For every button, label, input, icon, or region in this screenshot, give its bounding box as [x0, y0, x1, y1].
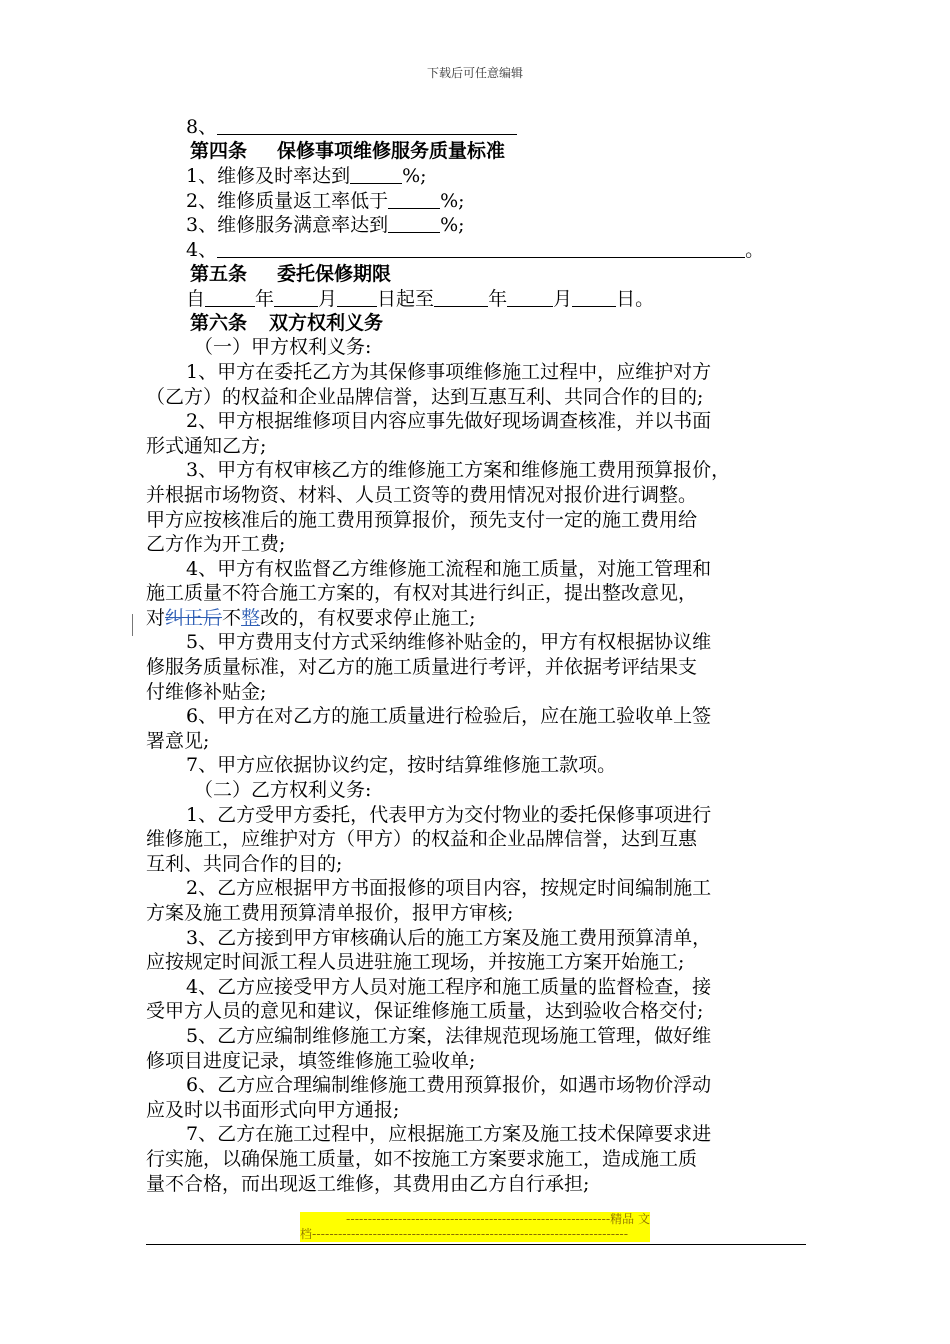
text: 1、维修及时率达到: [186, 165, 351, 188]
text: 自: [186, 288, 206, 311]
paragraph-line: 4、乙方应接受甲方人员对施工程序和施工质量的监督检查，接: [186, 975, 712, 998]
paragraph-line: 2、乙方应根据甲方书面报修的项目内容，按规定时间编制施工: [186, 877, 712, 900]
blank-field: [572, 286, 616, 307]
article-number: 第四条: [190, 139, 248, 162]
blank-field: [205, 286, 255, 307]
footer-watermark: [300, 1212, 650, 1242]
blank-field: [388, 212, 440, 233]
blank-field: [217, 114, 517, 135]
text: 2、维修质量返工率低于: [186, 189, 389, 212]
deleted-text: 纠正后: [165, 606, 223, 629]
text: %;: [402, 165, 427, 188]
paragraph-line: 方案及施工费用预算清单报价，报甲方审核;: [146, 902, 514, 924]
paragraph-line: 并根据市场物资、材料、人员工资等的费用情况对报价进行调整。: [146, 483, 698, 506]
paragraph-line: 受甲方人员的意见和建议，保证维修施工质量，达到验收合格交付;: [146, 1000, 704, 1023]
period-line: [146, 286, 810, 311]
text: 日起至: [377, 288, 435, 311]
blank-field: [350, 163, 402, 184]
paragraph-line: 5、甲方费用支付方式采纳维修补贴金的，甲方有权根据协议维: [186, 631, 712, 654]
change-bar: [132, 614, 133, 636]
paragraph-line: 4、甲方有权监督乙方维修施工流程和施工质量，对施工管理和: [186, 557, 712, 580]
paragraph-line: 修服务质量标准，对乙方的施工质量进行考评，并依据考评结果支: [146, 656, 698, 679]
contract-body: [146, 114, 810, 1196]
text: 3、维修服务满意率达到: [186, 214, 389, 237]
section-heading: （一）甲方权利义务:: [194, 336, 372, 359]
text: 4、: [186, 238, 218, 261]
text: %;: [440, 214, 465, 237]
paragraph-line: 6、甲方在对乙方的施工质量进行检验后，应在施工验收单上签: [186, 705, 712, 728]
paragraph-line: 乙方作为开工费;: [146, 533, 286, 556]
footer-rule: [146, 1244, 806, 1245]
paragraph-line: 行实施，以确保施工质量，如不按施工方案要求施工，造成施工质: [146, 1147, 698, 1170]
text: 年: [488, 288, 508, 311]
paragraph-line: 7、甲方应依据协议约定，按时结算维修施工款项。: [186, 754, 617, 777]
paragraph-line: 应及时以书面形式向甲方通报;: [146, 1098, 400, 1121]
footer-line: -------------------------------------------------------------精品 文: [346, 1212, 650, 1226]
line: [146, 188, 810, 213]
paragraph-line: 维修施工，应维护对方（甲方）的权益和企业品牌信誉，达到互惠: [146, 828, 698, 851]
text: 8、: [186, 116, 218, 138]
blank-field: [274, 286, 318, 307]
paragraph-line: 量不合格，而出现返工维修，其费用由乙方自行承担;: [146, 1172, 590, 1195]
paragraph-line: （乙方）的权益和企业品牌信誉，达到互惠互利、共同合作的目的;: [146, 385, 704, 408]
line: [146, 163, 810, 188]
paragraph-line: 1、甲方在委托乙方为其保修事项维修施工过程中，应维护对方: [186, 360, 712, 383]
article-4-heading: [146, 139, 810, 164]
text: 。: [745, 238, 765, 261]
blank-field: [337, 286, 377, 307]
line: [146, 237, 810, 262]
inserted-text: 整: [241, 606, 261, 629]
blank-field: [434, 286, 488, 307]
line: [146, 212, 810, 237]
article-title: 保修事项维修服务质量标准: [277, 139, 506, 162]
section-heading: （二）乙方权利义务:: [194, 779, 372, 802]
tracked-change-line: [146, 606, 810, 631]
paragraph-line: 署意见;: [146, 729, 210, 752]
text: 不: [222, 606, 242, 629]
text: 改的，有权要求停止施工;: [260, 606, 476, 629]
paragraph-line: 甲方应按核准后的施工费用预算报价，预先支付一定的施工费用给: [146, 508, 698, 531]
blank-field: [217, 237, 745, 258]
paragraph-line: 付维修补贴金;: [146, 680, 267, 703]
paragraph-line: 7、乙方在施工过程中，应根据施工方案及施工技术保障要求进: [186, 1123, 712, 1146]
article-6-heading: [146, 311, 810, 336]
page-header: 下载后可任意编辑: [426, 66, 523, 80]
paragraph-line: 施工质量不符合施工方案的，有权对其进行纠正，提出整改意见，: [146, 582, 698, 605]
text: 年: [255, 288, 275, 311]
paragraph-line: 2、甲方根据维修项目内容应事先做好现场调查核准，并以书面: [186, 410, 712, 433]
text: 月: [318, 288, 338, 311]
text: 日。: [616, 288, 655, 311]
article-5-heading: [146, 262, 810, 287]
blank-field: [388, 188, 440, 209]
article-number: 第五条: [190, 262, 248, 285]
text: 对: [146, 606, 166, 629]
paragraph-line: 3、乙方接到甲方审核确认后的施工方案及施工费用预算清单，: [186, 926, 712, 949]
line: [146, 114, 810, 139]
article-title: 双方权利义务: [269, 311, 384, 334]
paragraph-line: 1、乙方受甲方委托，代表甲方为交付物业的委托保修事项进行: [186, 803, 712, 826]
paragraph-line: 互利、共同合作的目的;: [146, 852, 343, 875]
text: %;: [440, 189, 465, 212]
article-number: 第六条: [190, 311, 248, 334]
blank-field: [507, 286, 553, 307]
text: 月: [553, 288, 573, 311]
paragraph-line: 3、甲方有权审核乙方的维修施工方案和维修施工费用预算报价，: [186, 459, 731, 482]
paragraph-line: 形式通知乙方;: [146, 434, 267, 457]
paragraph-line: 应按规定时间派工程人员进驻施工现场，并按施工方案开始施工;: [146, 951, 685, 974]
article-title: 委托保修期限: [277, 262, 392, 285]
paragraph-line: 修项目进度记录，填签维修施工验收单;: [146, 1049, 476, 1072]
paragraph-line: 5、乙方应编制维修施工方案，法律规范现场施工管理，做好维: [186, 1024, 712, 1047]
footer-line: 档-------------------------------------------------------------------------: [300, 1227, 629, 1241]
paragraph-line: 6、乙方应合理编制维修施工费用预算报价，如遇市场物价浮动: [186, 1074, 712, 1097]
